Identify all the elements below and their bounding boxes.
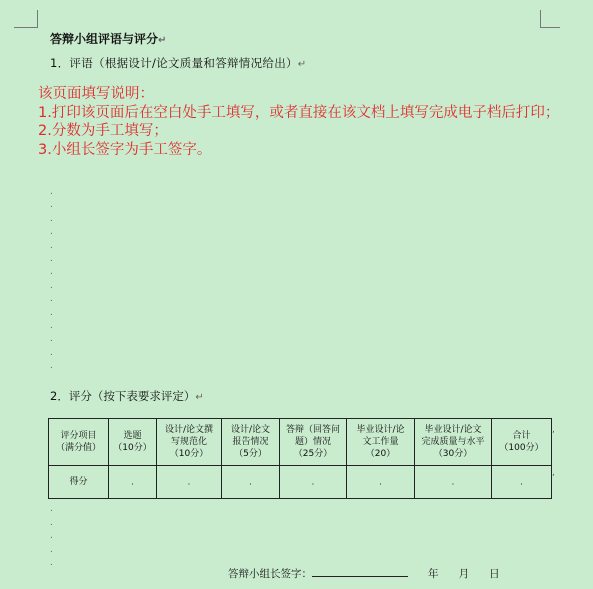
score-input-cell[interactable] — [280, 466, 347, 499]
score-table-header-cell — [280, 419, 347, 466]
signature-label: 答辩小组长签字： — [228, 568, 312, 580]
form-title: 答辩小组评语与评分↵ — [50, 32, 167, 46]
blank-line-mark: . — [50, 213, 53, 224]
score-table-header-cell — [157, 419, 222, 466]
cell-end-mark: , — [249, 477, 252, 486]
header-cell-line: 报告情况 — [232, 437, 269, 447]
blank-line-mark: . — [50, 267, 53, 278]
blank-line-mark: . — [50, 227, 53, 238]
cell-end-mark: , — [187, 477, 191, 486]
section-score-heading: 2．评分（按下表要求评定）↵ — [50, 389, 204, 403]
header-cell-line: 写规范化 — [170, 437, 207, 447]
cell-end-mark: , — [451, 477, 455, 486]
header-cell-line: 毕业设计/论 — [356, 425, 405, 435]
blank-line-mark: . — [50, 253, 53, 264]
row-end-mark: , — [552, 425, 555, 435]
blank-line-mark: . — [50, 531, 53, 541]
blank-line-mark: . — [50, 240, 53, 251]
blank-line-mark: . — [50, 187, 53, 197]
signature-month: 月 — [458, 568, 470, 580]
blank-line-mark: . — [50, 517, 53, 528]
score-input-cell[interactable] — [492, 466, 552, 499]
cell-end-mark: , — [520, 477, 523, 486]
header-cell-line: （20） — [365, 449, 396, 459]
page-corner-mark-right — [540, 10, 560, 28]
score-table-header-cell — [49, 419, 109, 466]
header-cell-line: （10分） — [169, 449, 209, 459]
blank-line-mark: . — [50, 307, 53, 318]
section-comment-heading: 1．评语（根据设计/论文质量和答辩情况给出）↵ — [50, 56, 307, 70]
blank-line-mark: . — [50, 200, 53, 211]
blank-line-mark: . — [50, 347, 53, 358]
blank-line-mark: . — [50, 504, 53, 514]
instruction-item: 1.打印该页面后在空白处手工填写，或者直接在该文档上填写完成电子档后打印； — [38, 104, 560, 121]
score-row-label: 得分 — [49, 466, 109, 499]
score-input-cell[interactable] — [347, 466, 415, 499]
blank-line-mark: . — [50, 320, 53, 331]
score-table-header-cell — [109, 419, 157, 466]
header-cell-line: 评分项目 — [60, 431, 97, 441]
header-cell-line: 题）情况 — [294, 437, 331, 447]
instruction-item: 3.小组长签字为手工签字。 — [38, 141, 212, 158]
score-table-header-cell — [347, 419, 415, 466]
cell-end-mark: , — [131, 477, 134, 486]
blank-line-mark: . — [50, 361, 53, 372]
header-cell-line: 完成质量与水平 — [421, 437, 485, 447]
score-input-cell[interactable] — [157, 466, 222, 499]
cell-end-mark: , — [311, 477, 315, 486]
score-input-cell[interactable] — [415, 466, 492, 499]
score-input-cell[interactable] — [222, 466, 280, 499]
score-table-header-cell — [415, 419, 492, 466]
header-cell-line: 文工作量 — [362, 437, 399, 447]
header-cell-line: （30分） — [433, 449, 473, 459]
score-table-score-row — [49, 466, 552, 499]
signature-year: 年 — [428, 568, 439, 580]
header-cell-line: 选题 — [123, 431, 142, 441]
header-cell-line: 答辩（回答问 — [285, 425, 340, 435]
fill-instructions — [38, 85, 586, 159]
score-table-header-cell — [492, 419, 552, 466]
comment-blank-area[interactable] — [50, 186, 53, 373]
header-cell-line: 毕业设计/论文 — [424, 425, 482, 435]
header-cell-line: （25分） — [293, 449, 333, 459]
header-cell-line: 设计/论文撰 — [164, 425, 214, 435]
header-cell-line: （满分值） — [55, 443, 101, 453]
header-cell-line: （10分） — [113, 443, 152, 453]
signature-day: 日 — [489, 568, 500, 580]
header-cell-line: （100分） — [499, 443, 544, 453]
blank-line-mark: . — [50, 280, 53, 291]
header-cell-line: 设计/论文 — [230, 425, 271, 435]
instruction-item: 2.分数为手工填写； — [38, 123, 168, 139]
blank-line-mark: . — [50, 294, 53, 305]
cell-end-mark: , — [379, 477, 382, 486]
blank-line-mark: . — [50, 544, 53, 555]
header-cell-line: （5分） — [234, 449, 267, 459]
signature-line — [228, 566, 500, 581]
blank-line-mark: . — [50, 558, 53, 568]
score-input-cell[interactable] — [109, 466, 157, 499]
header-cell-line: 合计 — [512, 431, 531, 441]
score-table-header-cell — [222, 419, 280, 466]
score-table — [48, 418, 552, 499]
instructions-heading: 该页面填写说明： — [38, 86, 154, 102]
page-corner-mark-left — [14, 10, 38, 28]
trailing-blank-lines — [50, 503, 53, 571]
signature-blank[interactable] — [312, 566, 408, 577]
blank-line-mark: . — [50, 334, 53, 345]
row-end-mark: , — [552, 468, 555, 478]
score-table-header-row — [49, 419, 552, 466]
